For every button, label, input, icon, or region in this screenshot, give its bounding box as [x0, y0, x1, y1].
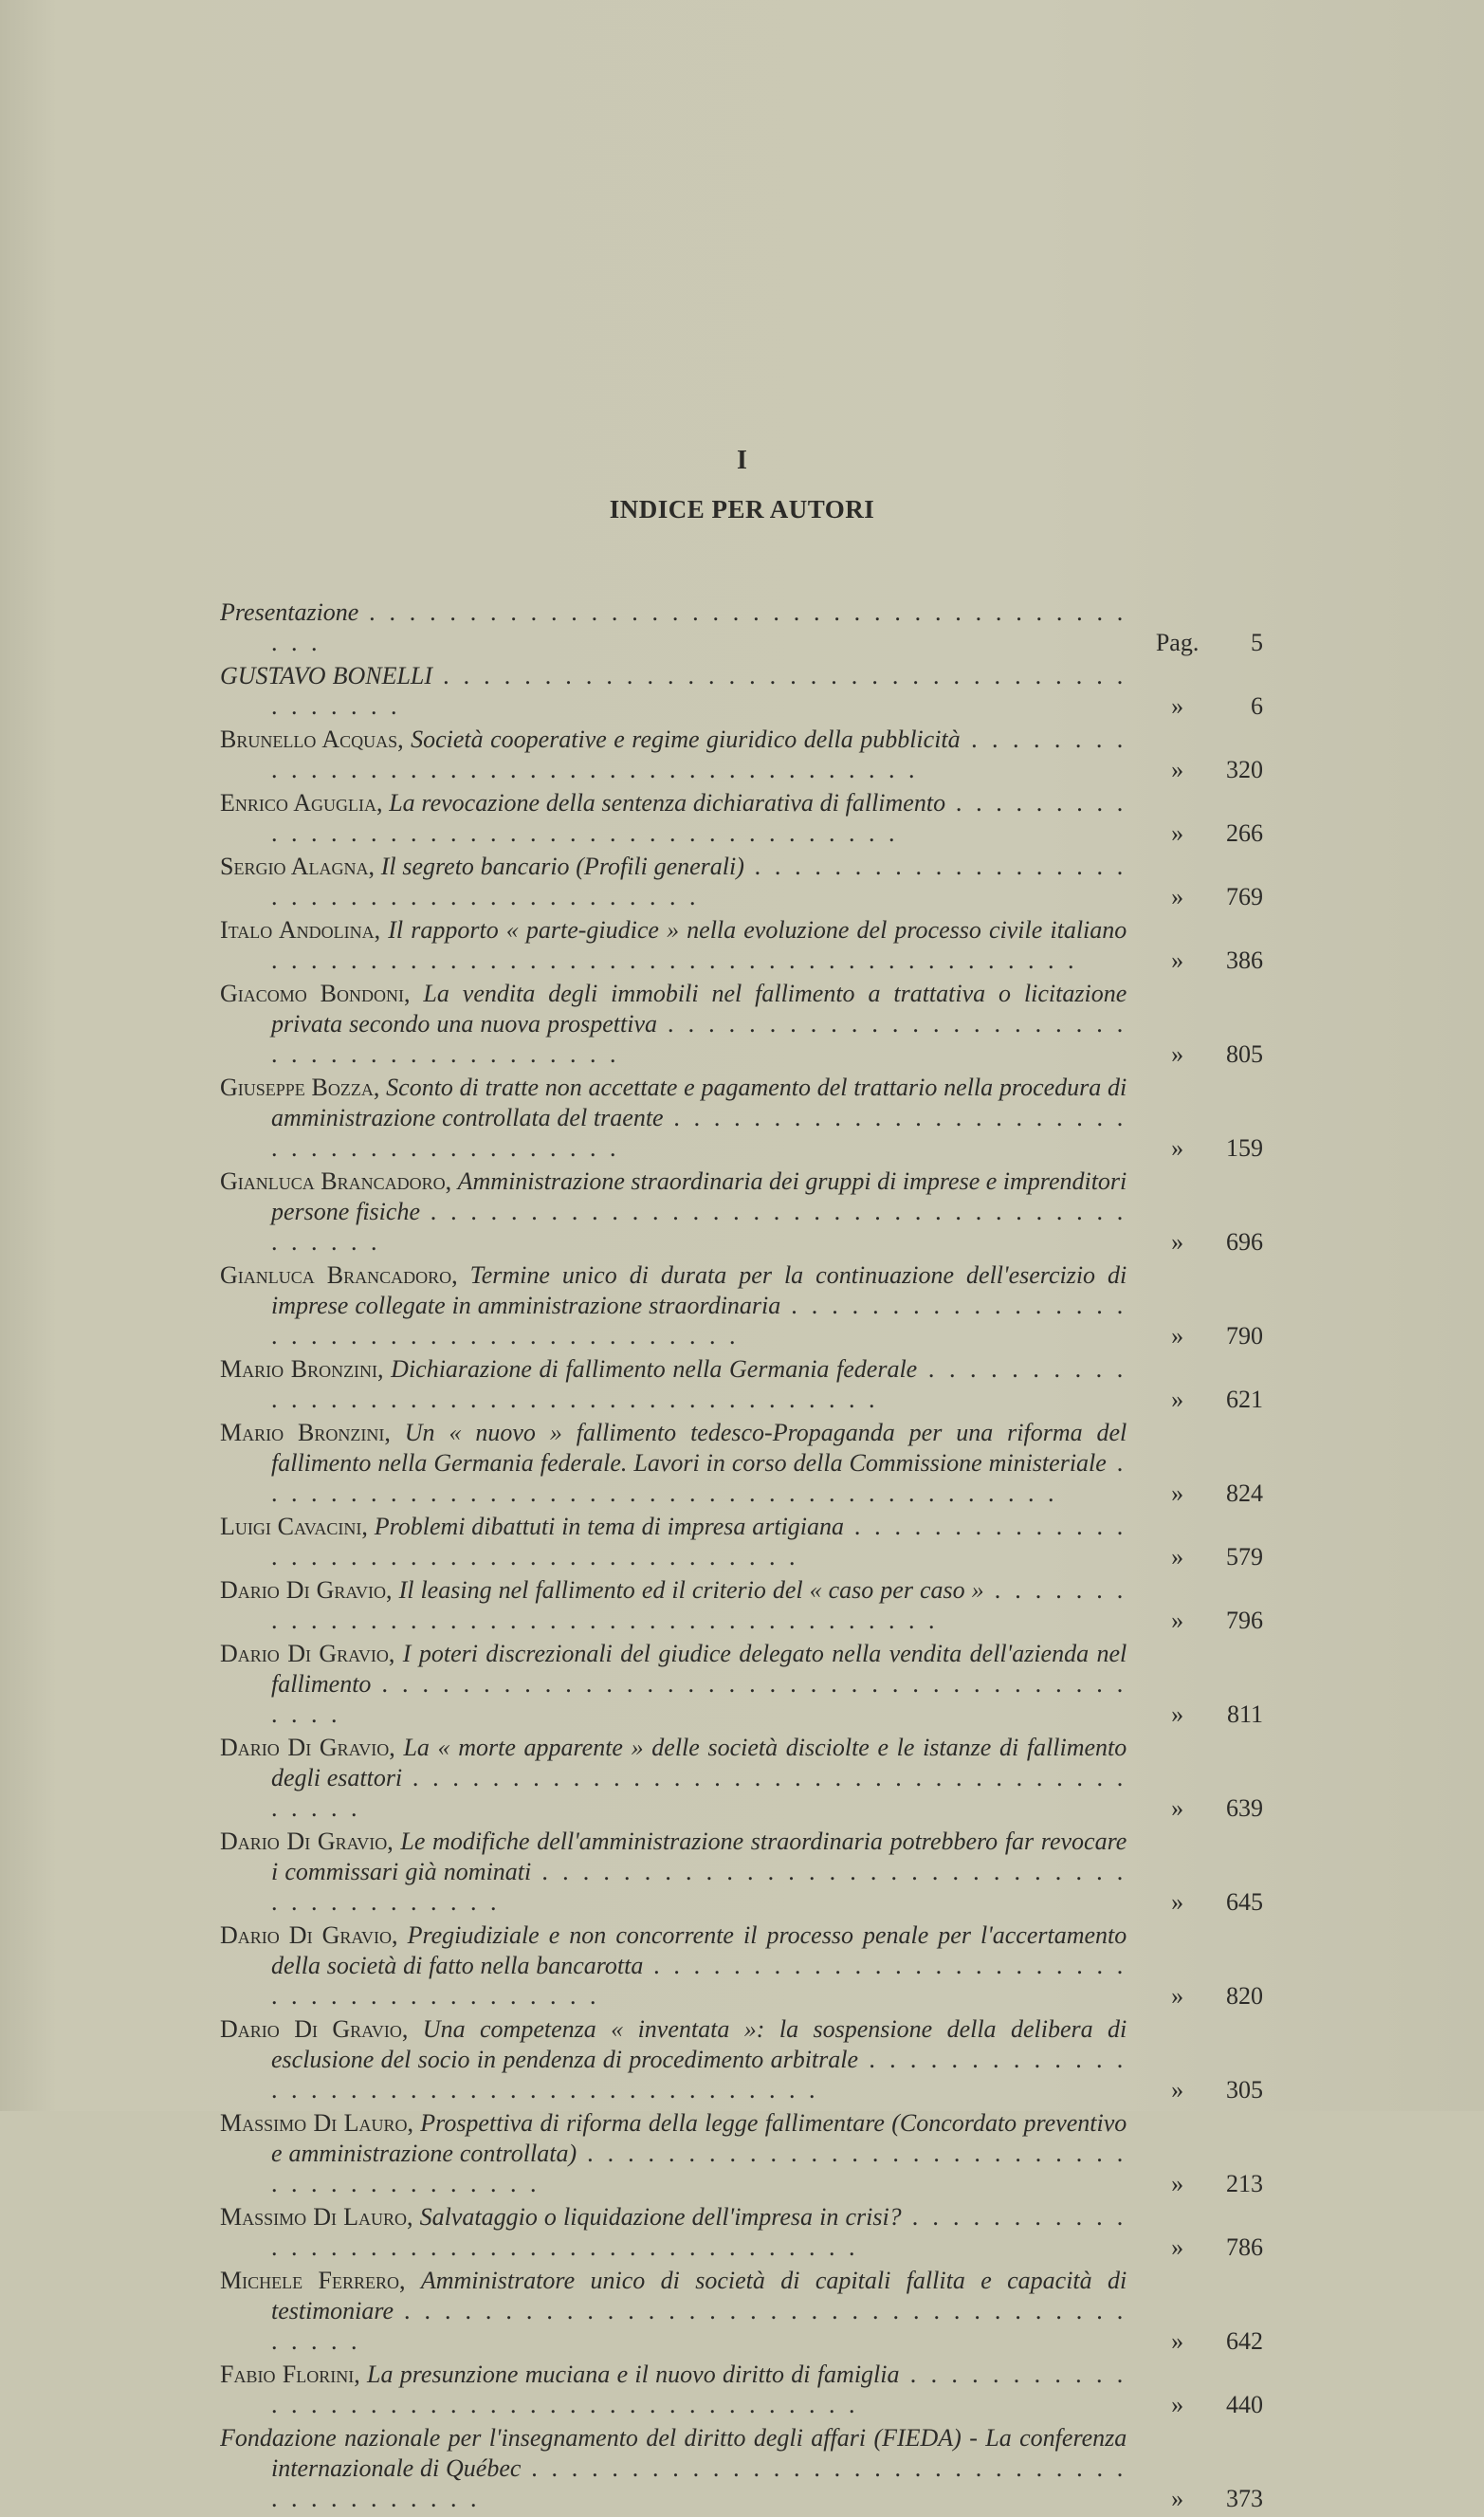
- entry-title: Dichiarazione di fallimento nella Germania federale . .: [271, 1355, 1127, 1413]
- entry-title: La vendita degli immobili nel fallimento a trattativa o licitazione privata secondo una nuova prospettiva . .: [271, 980, 1127, 1068]
- entry-text: [220, 661, 1127, 722]
- entry-author: Giacomo Bondoni,: [220, 980, 411, 1007]
- page-number: 621: [1226, 1386, 1263, 1413]
- page-marker: »: [1171, 1322, 1184, 1350]
- index-entry: [220, 852, 1263, 912]
- page-number: 820: [1226, 1982, 1263, 2010]
- page-marker: »: [1171, 1700, 1184, 1728]
- index-entry: [220, 1512, 1263, 1572]
- page-number: 824: [1226, 1479, 1263, 1507]
- page-number: 796: [1226, 1607, 1263, 1634]
- entry-title: Un « nuovo » fallimento tedesco-Propaganda per una riforma del fallimento nella Germania federale. Lavori in corso della Commissione ministeriale . .: [271, 1419, 1127, 1507]
- entry-title: Società cooperative e regime giuridico della pubblicità . .: [271, 726, 1127, 783]
- page-marker: »: [1171, 2170, 1184, 2197]
- entry-title: La « morte apparente » delle società disciolte e le istanze di fallimento degli esattori . .: [271, 1734, 1127, 1822]
- entry-title: Il rapporto « parte-giudice » nella evoluzione del processo civile italiano . .: [271, 916, 1127, 974]
- entry-text: [220, 1418, 1127, 1509]
- page-marker: »: [1171, 1040, 1184, 1068]
- index-entry: [220, 1827, 1263, 1918]
- entry-author: Dario Di Gravio,: [220, 2015, 409, 2043]
- page-marker: »: [1171, 1543, 1184, 1571]
- entry-author: Massimo Di Lauro,: [220, 2203, 413, 2231]
- entry-title: I poteri discrezionali del giudice delegato nella vendita dell'azienda nel fallimento . .: [271, 1640, 1127, 1728]
- index-entry: [220, 1920, 1263, 2012]
- page-marker: »: [1171, 2485, 1184, 2512]
- page-marker: »: [1171, 1794, 1184, 1822]
- entry-text: [220, 1639, 1127, 1730]
- page-marker: »: [1171, 1386, 1184, 1413]
- entry-text: [220, 979, 1127, 1070]
- page-number: 5: [1251, 629, 1263, 656]
- page-number: 639: [1226, 1794, 1263, 1822]
- page-marker: »: [1171, 1607, 1184, 1634]
- index-entry: [220, 1167, 1263, 1258]
- page-number: 320: [1226, 756, 1263, 783]
- entry-author: Sergio Alagna,: [220, 853, 376, 880]
- page-number: 769: [1226, 883, 1263, 910]
- entry-text: [220, 1575, 1127, 1636]
- entry-text: [220, 1073, 1127, 1164]
- page-marker: »: [1171, 883, 1184, 910]
- entry-title: Prospettiva di riforma della legge fallimentare (Concordato preventivo e amministrazione controllata) . .: [271, 2109, 1127, 2197]
- page-marker: Pag.: [1155, 629, 1200, 656]
- index-entry: [220, 2108, 1263, 2199]
- entry-text: [220, 2202, 1127, 2263]
- index-entry: [220, 2423, 1263, 2514]
- index-entry: [220, 1260, 1263, 1351]
- page-number: 266: [1226, 819, 1263, 847]
- entry-title: Salvataggio o liquidazione dell'impresa in crisi? . .: [271, 2203, 1127, 2261]
- page-number: 642: [1226, 2327, 1263, 2355]
- entry-author: Mario Bronzini,: [220, 1419, 391, 1446]
- index-entry: [220, 2014, 1263, 2105]
- entry-author: Gianluca Brancadoro,: [220, 1167, 452, 1195]
- entry-author: Massimo Di Lauro,: [220, 2109, 413, 2137]
- entry-text: [220, 1512, 1127, 1572]
- page-marker: »: [1171, 2391, 1184, 2418]
- section-number: I: [737, 446, 747, 475]
- entry-author: Italo Andolina,: [220, 916, 381, 944]
- entry-title: La presunzione muciana e il nuovo diritto di famiglia . .: [271, 2361, 1127, 2418]
- entry-author: Luigi Cavacini,: [220, 1513, 368, 1540]
- entry-author: Enrico Aguglia,: [220, 789, 383, 817]
- page-number: 811: [1226, 1700, 1263, 1728]
- author-index-list: [220, 597, 1263, 2517]
- index-entry: [220, 915, 1263, 976]
- page-marker: »: [1171, 2233, 1184, 2261]
- entry-author: Fabio Florini,: [220, 2361, 360, 2388]
- page-number: 386: [1226, 946, 1263, 974]
- entry-text: [220, 597, 1127, 658]
- page-number: 579: [1226, 1543, 1263, 1571]
- page-marker: »: [1171, 692, 1184, 720]
- page-number: 305: [1226, 2076, 1263, 2104]
- entry-text: [220, 915, 1127, 976]
- entry-title: Amministratore unico di società di capitali fallita e capacità di testimoniare . .: [271, 2267, 1127, 2355]
- entry-author: Giuseppe Bozza,: [220, 1074, 380, 1101]
- entry-title: Il leasing nel fallimento ed il criterio del « caso per caso » . .: [271, 1576, 1127, 1634]
- index-entry: [220, 2202, 1263, 2263]
- page-marker: »: [1171, 946, 1184, 974]
- entry-author: Gianluca Brancadoro,: [220, 1261, 458, 1289]
- index-entry: [220, 1639, 1263, 1730]
- page-number: 786: [1226, 2233, 1263, 2261]
- page-marker: »: [1171, 2327, 1184, 2355]
- entry-author: Dario Di Gravio,: [220, 1921, 398, 1949]
- entry-title: GUSTAVO BONELLI . .: [220, 662, 1127, 720]
- entry-text: [220, 2014, 1127, 2105]
- entry-text: [220, 1827, 1127, 1918]
- index-entry: [220, 2266, 1263, 2357]
- page-number: 6: [1251, 692, 1263, 720]
- entry-title: Pregiudiziale e non concorrente il processo penale per l'accertamento della società di fatto nella bancarotta . .: [271, 1921, 1127, 2010]
- entry-text: [220, 852, 1127, 912]
- page-number: 213: [1226, 2170, 1263, 2197]
- entry-text: [220, 2266, 1127, 2357]
- entry-author: Dario Di Gravio,: [220, 1576, 393, 1604]
- page-marker: »: [1171, 1479, 1184, 1507]
- entry-text: [220, 1167, 1127, 1258]
- page-number: 805: [1226, 1040, 1263, 1068]
- page-number: 440: [1226, 2391, 1263, 2418]
- index-entry: [220, 1354, 1263, 1415]
- entry-title: Presentazione . .: [220, 598, 1127, 656]
- index-entry: [220, 1733, 1263, 1824]
- entry-title: Sconto di tratte non accettate e pagamento del trattario nella procedura di amministrazione controllata del traente . .: [271, 1074, 1127, 1162]
- page-number: 645: [1226, 1888, 1263, 1916]
- entry-text: [220, 1733, 1127, 1824]
- index-entry: [220, 1575, 1263, 1636]
- entry-title: Problemi dibattuti in tema di impresa artigiana . .: [271, 1513, 1127, 1571]
- entry-text: [220, 1260, 1127, 1351]
- entry-author: Mario Bronzini,: [220, 1355, 384, 1383]
- entry-author: Michele Ferrero,: [220, 2267, 406, 2294]
- entry-title: La revocazione della sentenza dichiarativa di fallimento . .: [271, 789, 1127, 847]
- page-number: 790: [1226, 1322, 1263, 1350]
- entry-author: Brunello Acquas,: [220, 726, 404, 753]
- index-entry: [220, 597, 1263, 658]
- page-marker: »: [1171, 1982, 1184, 2010]
- entry-author: Dario Di Gravio,: [220, 1640, 395, 1667]
- entry-author: Dario Di Gravio,: [220, 1734, 395, 1761]
- index-entry: [220, 1418, 1263, 1509]
- entry-title: Termine unico di durata per la continuazione dell'esercizio di imprese collegate in amministrazione straordinaria . .: [271, 1261, 1127, 1350]
- entry-text: [220, 1354, 1127, 1415]
- entry-author: Dario Di Gravio,: [220, 1828, 394, 1855]
- page-marker: »: [1171, 1228, 1184, 1256]
- entry-title: Una competenza « inventata »: la sospensione della delibera di esclusione del socio in pendenza di procedimento arbitrale . .: [271, 2015, 1127, 2104]
- entry-title: Amministrazione straordinaria dei gruppi di imprese e imprenditori persone fisiche . .: [271, 1167, 1127, 1256]
- entry-title: Fondazione nazionale per l'insegnamento del diritto degli affari (FIEDA) - La conferenza internazionale di Québec . .: [220, 2424, 1127, 2512]
- entry-text: [220, 725, 1127, 785]
- index-entry: [220, 725, 1263, 785]
- page-number: 373: [1226, 2485, 1263, 2512]
- entry-text: [220, 788, 1127, 849]
- page-marker: »: [1171, 819, 1184, 847]
- page-marker: »: [1171, 1888, 1184, 1916]
- page-marker: »: [1171, 756, 1184, 783]
- index-entry: [220, 979, 1263, 1070]
- section-title: INDICE PER AUTORI: [609, 495, 875, 524]
- page-number: 159: [1226, 1134, 1263, 1162]
- entry-title: Il segreto bancario (Profili generali) . .: [271, 853, 1127, 910]
- entry-text: [220, 2108, 1127, 2199]
- entry-text: [220, 2423, 1127, 2514]
- index-entry: [220, 661, 1263, 722]
- page-marker: »: [1171, 1134, 1184, 1162]
- entry-text: [220, 2360, 1127, 2420]
- index-entry: [220, 1073, 1263, 1164]
- index-entry: [220, 788, 1263, 849]
- entry-title: Le modifiche dell'amministrazione straordinaria potrebbero far revocare i commissari già nominati . .: [271, 1828, 1127, 1916]
- entry-text: [220, 1920, 1127, 2012]
- page-number: 696: [1226, 1228, 1263, 1256]
- page-marker: »: [1171, 2076, 1184, 2104]
- index-entry: [220, 2360, 1263, 2420]
